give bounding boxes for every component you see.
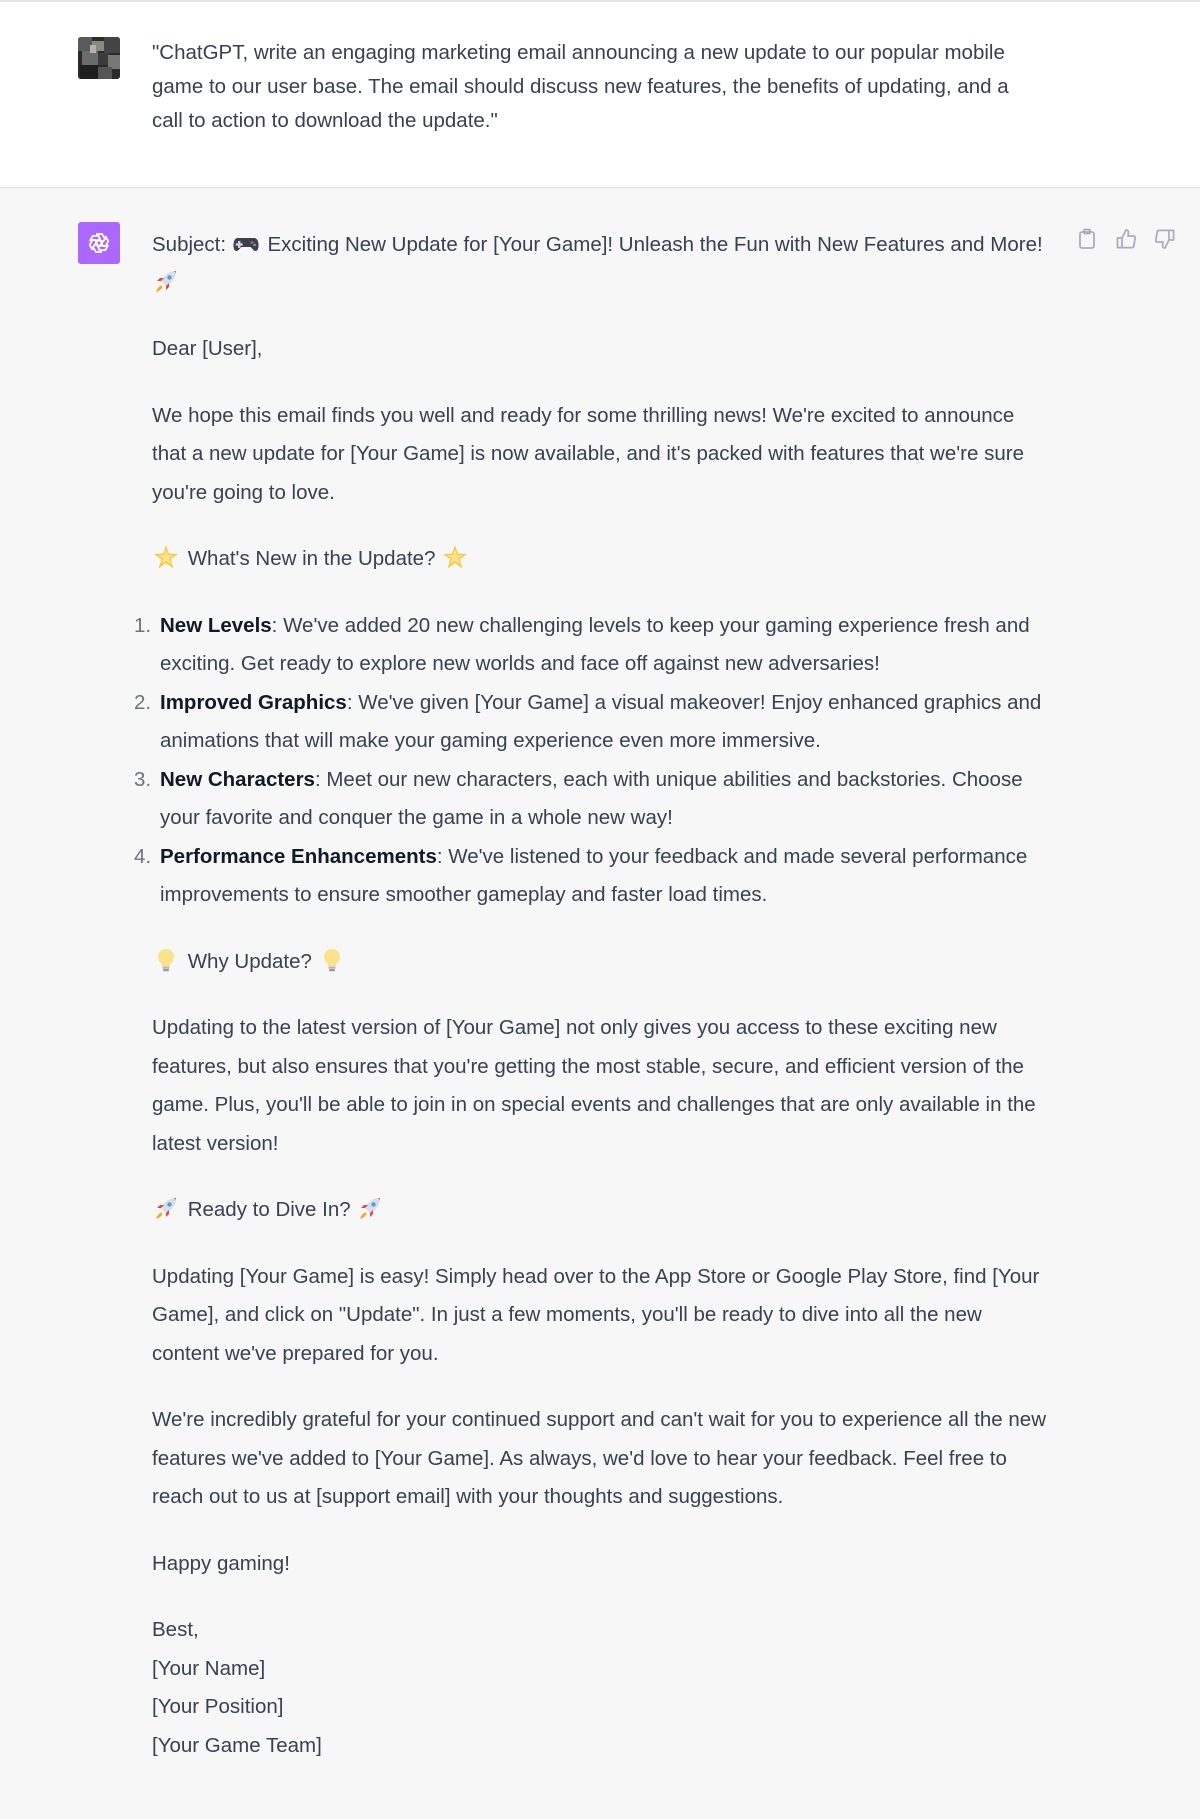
game-controller-icon xyxy=(232,230,260,256)
glowing-star-icon xyxy=(152,544,180,570)
email-signature xyxy=(152,1611,1052,1765)
openai-logo-icon xyxy=(78,222,120,264)
list-number: 2. xyxy=(134,690,152,714)
why-update-heading-text: Why Update? xyxy=(187,949,312,973)
feature-text: : Meet our new characters, each with unique abilities and backstories. Choose your favorite and conquer the game in a whole new way! xyxy=(160,767,1023,829)
email-intro: We hope this email finds you well and ready for some thrilling news! We're excited to announce that a new update for [Your Game] is now available, and it's packed with features that we're sure you're going to love. xyxy=(152,403,1024,504)
email-closing: Happy gaming! xyxy=(152,1551,290,1575)
signature-team: [Your Game Team] xyxy=(152,1733,322,1757)
email-greeting: Dear [User], xyxy=(152,337,263,360)
whats-new-heading-text: What's New in the Update? xyxy=(187,547,436,570)
list-number: 3. xyxy=(134,767,152,791)
why-update-text: Updating to the latest version of [Your Game] not only gives you access to these exciting new features, but also ensures that you're getting the most stable, secure, and efficient version of the game. Plus, you'll be able to join in on special events and challenges that are only available in the latest version! xyxy=(152,1016,1036,1155)
signature-signoff: Best, xyxy=(152,1618,199,1641)
signature-name: [Your Name] xyxy=(152,1656,266,1680)
signature-position: [Your Position] xyxy=(152,1695,284,1718)
list-number: 1. xyxy=(134,613,152,637)
email-subject xyxy=(152,226,1052,302)
light-bulb-icon xyxy=(318,947,346,973)
user-message-row xyxy=(0,2,1200,188)
rocket-icon xyxy=(356,1195,384,1221)
ready-text: Updating [Your Game] is easy! Simply head over to the App Store or Google Play Store, find [Your Game], and click on "Update". In just a few moments, you'll be ready to dive into all the new content we've prepared for you. xyxy=(152,1264,1040,1365)
rocket-icon xyxy=(152,268,180,294)
glowing-star-icon xyxy=(441,544,469,570)
user-avatar xyxy=(78,37,120,79)
subject-text: Exciting New Update for [Your Game]! Unleash the Fun with New Features and More! xyxy=(267,233,1043,256)
feature-text: : We've added 20 new challenging levels to keep your gaming experience fresh and exciting. Get ready to explore new worlds and face off against new adversaries! xyxy=(160,613,1030,675)
subject-prefix: Subject: xyxy=(152,233,227,256)
list-item xyxy=(134,838,1052,915)
message-actions xyxy=(1074,226,1177,251)
section-heading-whats-new xyxy=(152,540,1052,579)
feature-title: Improved Graphics xyxy=(160,690,347,714)
assistant-message-row xyxy=(0,188,1200,1819)
feature-title: New Characters xyxy=(160,767,315,791)
user-message-text: "ChatGPT, write an engaging marketing email announcing a new update to our popular mobile game to our user base. The email should discuss new features, the benefits of updating, and a call to action to download the update." xyxy=(152,41,1009,132)
features-list xyxy=(134,607,1052,915)
feature-text: : We've listened to your feedback and made several performance improvements to ensure smoother gameplay and faster load times. xyxy=(160,844,1028,906)
thanks-text: We're incredibly grateful for your continued support and can't wait for you to experience all the new features we've added to [Your Game]. As always, we'd love to hear your feedback. Feel free to reach out to us at [support email] with your thoughts and suggestions. xyxy=(152,1408,1047,1508)
thumbs-down-icon[interactable] xyxy=(1152,226,1177,251)
light-bulb-icon xyxy=(152,947,180,973)
feature-title: New Levels xyxy=(160,613,272,637)
assistant-message-content xyxy=(134,226,1052,1765)
list-item xyxy=(134,761,1052,838)
feature-text: : We've given [Your Game] a visual makeover! Enjoy enhanced graphics and animations that will make your gaming experience even more immersive. xyxy=(160,690,1042,752)
list-item xyxy=(134,607,1052,684)
ready-heading-text: Ready to Dive In? xyxy=(187,1198,351,1221)
clipboard-icon[interactable] xyxy=(1074,226,1099,251)
section-heading-why-update xyxy=(152,943,1052,982)
rocket-icon xyxy=(152,1195,180,1221)
section-heading-ready xyxy=(152,1191,1052,1230)
thumbs-up-icon[interactable] xyxy=(1113,226,1138,251)
list-item xyxy=(134,684,1052,761)
feature-title: Performance Enhancements xyxy=(160,844,437,868)
list-number: 4. xyxy=(134,844,152,868)
